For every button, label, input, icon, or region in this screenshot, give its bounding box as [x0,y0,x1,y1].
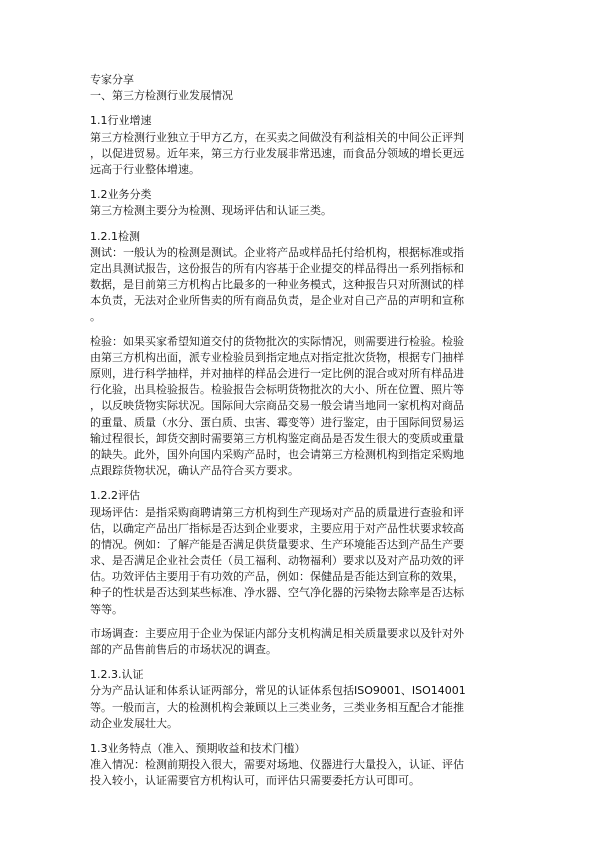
paragraph-certification [90,683,510,732]
text-line: 本负责，无法对企业所售卖的所有商品负责，是企业对自己产品的声明和宣称 [90,294,464,308]
text-line: 等。一般而言，大的检测机构会兼顾以上三类业务，三类业务相互配合才能推 [90,700,464,714]
paragraph-business-features [90,757,510,789]
heading-1-2-2: 1.2.2评估 [90,489,140,503]
header-label: 专家分享 [90,73,134,86]
text-line: 点跟踪货物状况，确认产品符合买方要求。 [90,464,299,478]
document-page [90,72,510,790]
text-line: 估。功效评估主要用于有功效的产品，例如：保健品是否能达到宣称的效果， [90,570,464,584]
text-line: 的重量、质量（水分、蛋白质、虫害、霉变等）进行鉴定，由于国际间贸易运 [90,415,464,429]
text-line: 动企业发展壮大。 [90,716,178,730]
text-line: 由第三方机构出面，派专业检验员到指定地点对指定批次货物，根据专门抽样 [90,350,464,364]
text-line: 。 [90,310,101,324]
paragraph-inspection [90,334,510,480]
text-line: 等等。 [90,602,123,616]
heading-1-1: 1.1行业增速 [90,114,152,128]
paragraph-1-2 [90,203,510,219]
text-line: 投入较小，认证需要官方机构认可，而评估只需要委托方认可即可。 [90,774,420,788]
text-line: 原则，进行科学抽样，并对抽样的样品会进行一定比例的混合或对所有样品进 [90,367,464,380]
section-title: 一、第三方检测行业发展情况 [90,89,233,103]
text-line: 行化验，出具检验报告。检验报告会标明货物批次的大小、所在位置、照片等 [90,383,464,397]
text-line: 输过程很长，卸货交割时需要第三方机构鉴定商品是否发生很大的变质或重量 [90,431,464,445]
text-line: 现场评估：是指采购商聘请第三方机构到生产现场对产品的质量进行查验和评 [90,505,464,519]
heading-1-2-1: 1.2.1检测 [90,229,140,243]
paragraph-testing [90,245,510,326]
text-line: 准入情况：检测前期投入很大，需要对场地、仪器进行大量投入，认证、评估 [90,758,464,772]
text-line: 部的产品售前售后的市场状况的调查。 [90,643,277,656]
text-line: ，以促进贸易。近年来，第三方行业发展非常迅速，而食品分领域的增长更远 [90,146,464,160]
paragraph-onsite-assessment [90,505,510,618]
text-line: 第三方检测行业独立于甲方乙方，在买卖之间做没有利益相关的中间公正评判 [90,130,464,144]
text-line: 的缺失。此外，国外向国内采购产品时，也会请第三方检测机构到指定采购地 [90,447,464,461]
text-line: 远高于行业整体增速。 [90,162,200,176]
text-line: 检验：如果买家希望知道交付的货物批次的实际情况，则需要进行检验。检验 [90,334,464,348]
text-line: 数据，是目前第三方机构占比最多的一种业务模式，这种报告只对所测试的样 [90,278,464,292]
text-line: 市场调查：主要应用于企业为保证内部分支机构满足相关质量要求以及针对外 [90,626,464,640]
text-line: 定出具测试报告，这份报告的所有内容基于企业提交的样品得出一系列指标和 [90,261,464,275]
text-line: 求、是否满足企业社会责任（员工福利、动物福利）要求以及对产品功效的评 [90,554,464,568]
text-line: 种子的性状是否达到某些标准、净水器、空气净化器的污染物去除率是否达标 [90,586,464,600]
paragraph-1-1 [90,130,510,179]
heading-1-2-3: 1.2.3.认证 [90,668,144,682]
heading-1-2: 1.2业务分类 [90,188,152,202]
text-line: 估，以确定产品出厂指标是否达到企业要求，主要应用于对产品性状要求较高 [90,521,464,535]
paragraph-market-survey [90,626,510,658]
heading-1-3: 1.3业务特点（准入、预期收益和技术门槛） [90,741,306,755]
text-line: 测试：一般认为的检测是测试。企业将产品或样品托付给机构，根据标准或指 [90,245,464,259]
text-line: 分为产品认证和体系认证两部分，常见的认证体系包括ISO9001、ISO14001 [90,684,466,698]
text-line: ，以反映货物实际状况。国际间大宗商品交易一般会请当地同一家机构对商品 [90,399,464,413]
text-line: 的情况。例如：了解产能是否满足供货量要求、生产环境能否达到产品生产要 [90,537,464,551]
text-line: 第三方检测主要分为检测、现场评估和认证三类。 [90,204,332,218]
